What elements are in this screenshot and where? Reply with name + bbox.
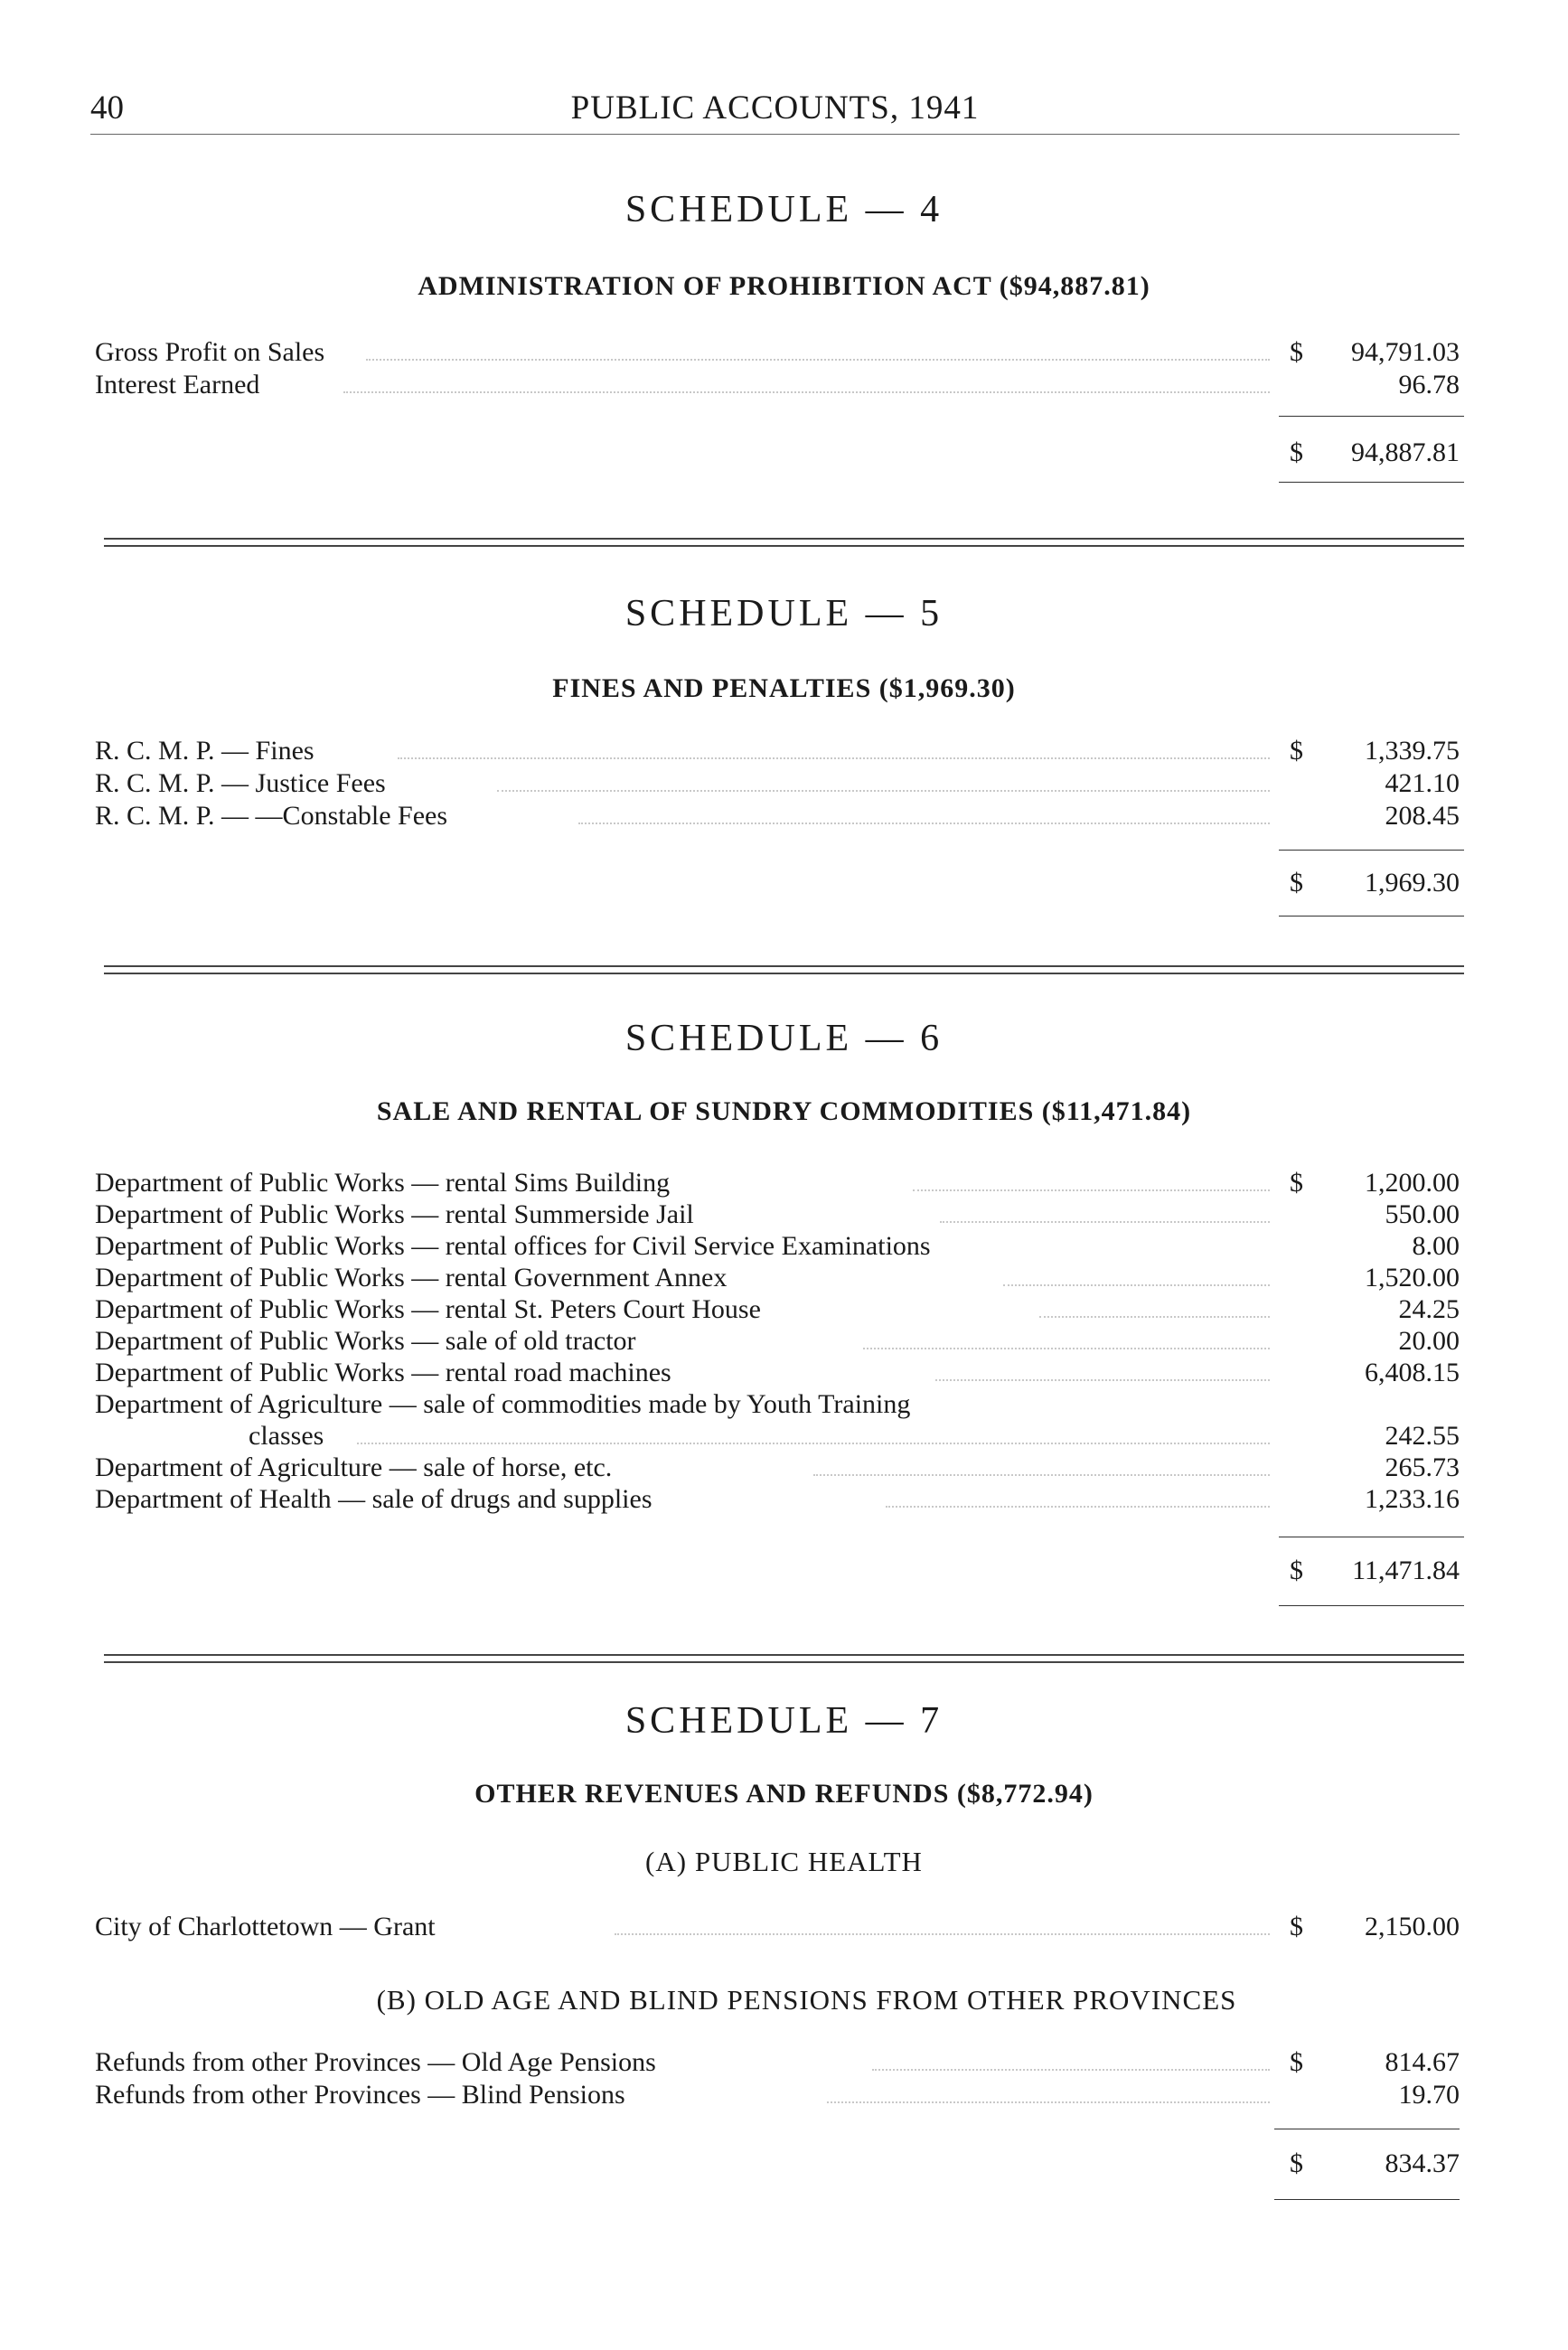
subtotal-rule	[1279, 850, 1464, 851]
schedule-7-heading: SCHEDULE — 7	[624, 1700, 944, 1742]
schedule-7-title: OTHER REVENUES AND REFUNDS ($8,772.94)	[474, 1779, 1094, 1809]
dollar-sign: $	[1290, 337, 1303, 367]
schedule-6-heading: SCHEDULE — 6	[624, 1018, 944, 1059]
dot-leader	[863, 1348, 1270, 1349]
ledger-row	[95, 1912, 1460, 1944]
row-label: Department of Public Works — rental Government Annex	[95, 1263, 728, 1292]
dot-leader	[813, 1474, 1270, 1476]
dot-leader	[366, 359, 1270, 361]
subtotal-rule	[1279, 416, 1464, 417]
dot-leader	[1003, 1284, 1270, 1286]
row-amount: 94,791.03	[1351, 337, 1460, 367]
section-divider	[104, 538, 1464, 547]
dot-leader	[578, 822, 1270, 824]
ledger-row	[95, 1484, 1460, 1517]
dollar-sign: $	[1290, 2047, 1303, 2077]
schedule-4-title: ADMINISTRATION OF PROHIBITION ACT ($94,887.81)	[418, 271, 1150, 301]
row-amount: 421.10	[1385, 768, 1460, 798]
row-amount: 20.00	[1398, 1326, 1460, 1356]
dot-leader	[357, 1443, 1270, 1444]
row-amount: 208.45	[1385, 801, 1460, 831]
dollar-sign: $	[1290, 2148, 1303, 2178]
dot-leader	[615, 1933, 1270, 1935]
total-row	[95, 1556, 1460, 1588]
total-rule	[1274, 2199, 1460, 2200]
total-rule	[1279, 482, 1464, 483]
row-label: Department of Public Works — rental Summerside Jail	[95, 1199, 694, 1229]
row-label: R. C. M. P. — —Constable Fees	[95, 801, 448, 831]
row-label: Department of Public Works — rental offices for Civil Service Examinations	[95, 1231, 931, 1261]
row-amount: 1,233.16	[1365, 1484, 1460, 1514]
section-divider	[104, 965, 1464, 974]
row-amount: 96.78	[1398, 370, 1460, 400]
dot-leader	[343, 391, 1270, 393]
ledger-row	[95, 1231, 1460, 1264]
row-amount: 6,408.15	[1365, 1358, 1460, 1387]
row-amount: 19.70	[1398, 2080, 1460, 2110]
ledger-row	[95, 1168, 1460, 1200]
ledger-row	[95, 1263, 1460, 1295]
dollar-sign: $	[1290, 1168, 1303, 1198]
row-label: Department of Agriculture — sale of horse, etc.	[95, 1452, 613, 1482]
schedule-4-heading: SCHEDULE — 4	[624, 189, 944, 230]
total-row	[95, 437, 1460, 470]
page-number: 40	[90, 89, 124, 127]
schedule-5-title: FINES AND PENALTIES ($1,969.30)	[552, 673, 1016, 703]
dollar-sign: $	[1290, 1912, 1303, 1941]
ledger-row	[95, 1389, 1460, 1422]
section-divider	[104, 1654, 1464, 1663]
part-b-heading: (B) OLD AGE AND BLIND PENSIONS FROM OTHER PROVINCES	[376, 1984, 1237, 2016]
page-header	[90, 89, 1460, 135]
dot-leader	[886, 1506, 1270, 1508]
part-a-heading: (A) PUBLIC HEALTH	[645, 1846, 923, 1877]
row-amount: 8.00	[1412, 1231, 1460, 1261]
total-row	[95, 868, 1460, 900]
total-amount: 11,471.84	[1352, 1556, 1460, 1585]
dollar-sign: $	[1290, 1556, 1303, 1585]
ledger-row	[95, 1452, 1460, 1485]
ledger-row	[95, 801, 1460, 833]
schedule-6-title: SALE AND RENTAL OF SUNDRY COMMODITIES ($11,471.84)	[376, 1096, 1192, 1126]
ledger-row	[95, 2080, 1460, 2112]
row-amount: 242.55	[1385, 1421, 1460, 1451]
dollar-sign: $	[1290, 868, 1303, 898]
row-label: Interest Earned	[95, 370, 260, 400]
dot-leader	[935, 1379, 1270, 1381]
ledger-row	[95, 2047, 1460, 2080]
dollar-sign: $	[1290, 437, 1303, 467]
dot-leader	[872, 2069, 1270, 2071]
ledger-row	[95, 1294, 1460, 1327]
row-amount: 814.67	[1385, 2047, 1460, 2077]
dollar-sign: $	[1290, 736, 1303, 766]
total-amount: 834.37	[1385, 2148, 1460, 2178]
row-amount: 1,520.00	[1365, 1263, 1460, 1292]
ledger-row	[95, 1326, 1460, 1358]
row-label: City of Charlottetown — Grant	[95, 1912, 436, 1941]
row-label: Refunds from other Provinces — Blind Pensions	[95, 2080, 625, 2110]
row-amount: 1,200.00	[1365, 1168, 1460, 1198]
total-amount: 1,969.30	[1365, 868, 1460, 898]
dot-leader	[497, 790, 1270, 792]
ledger-row	[95, 1358, 1460, 1390]
row-label: Department of Public Works — rental Sims Building	[95, 1168, 671, 1198]
total-amount: 94,887.81	[1351, 437, 1460, 467]
dot-leader	[398, 757, 1270, 759]
ledger-row	[95, 370, 1460, 402]
total-row	[95, 2148, 1460, 2181]
row-amount: 1,339.75	[1365, 736, 1460, 766]
running-title: PUBLIC ACCOUNTS, 1941	[570, 89, 980, 127]
ledger-row	[95, 1421, 1460, 1453]
schedule-5-heading: SCHEDULE — 5	[624, 593, 944, 634]
total-rule	[1279, 1605, 1464, 1606]
row-label: Refunds from other Provinces — Old Age Pensions	[95, 2047, 656, 2077]
ledger-row	[95, 1199, 1460, 1232]
row-label: Department of Public Works — rental St. Peters Court House	[95, 1294, 761, 1324]
dot-leader	[1039, 1316, 1270, 1318]
row-label: classes	[249, 1421, 324, 1451]
ledger-row	[95, 337, 1460, 370]
row-label: Department of Agriculture — sale of commodities made by Youth Training	[95, 1389, 911, 1419]
row-amount: 24.25	[1398, 1294, 1460, 1324]
row-label: R. C. M. P. — Fines	[95, 736, 315, 766]
dot-leader	[827, 2101, 1270, 2103]
row-label: Gross Profit on Sales	[95, 337, 325, 367]
row-amount: 2,150.00	[1365, 1912, 1460, 1941]
row-amount: 550.00	[1385, 1199, 1460, 1229]
dot-leader	[940, 1221, 1270, 1223]
ledger-row	[95, 768, 1460, 801]
row-amount: 265.73	[1385, 1452, 1460, 1482]
row-label: Department of Public Works — sale of old tractor	[95, 1326, 636, 1356]
row-label: Department of Public Works — rental road machines	[95, 1358, 671, 1387]
row-label: Department of Health — sale of drugs and supplies	[95, 1484, 653, 1514]
row-label: R. C. M. P. — Justice Fees	[95, 768, 386, 798]
dot-leader	[913, 1189, 1270, 1191]
ledger-row	[95, 736, 1460, 768]
